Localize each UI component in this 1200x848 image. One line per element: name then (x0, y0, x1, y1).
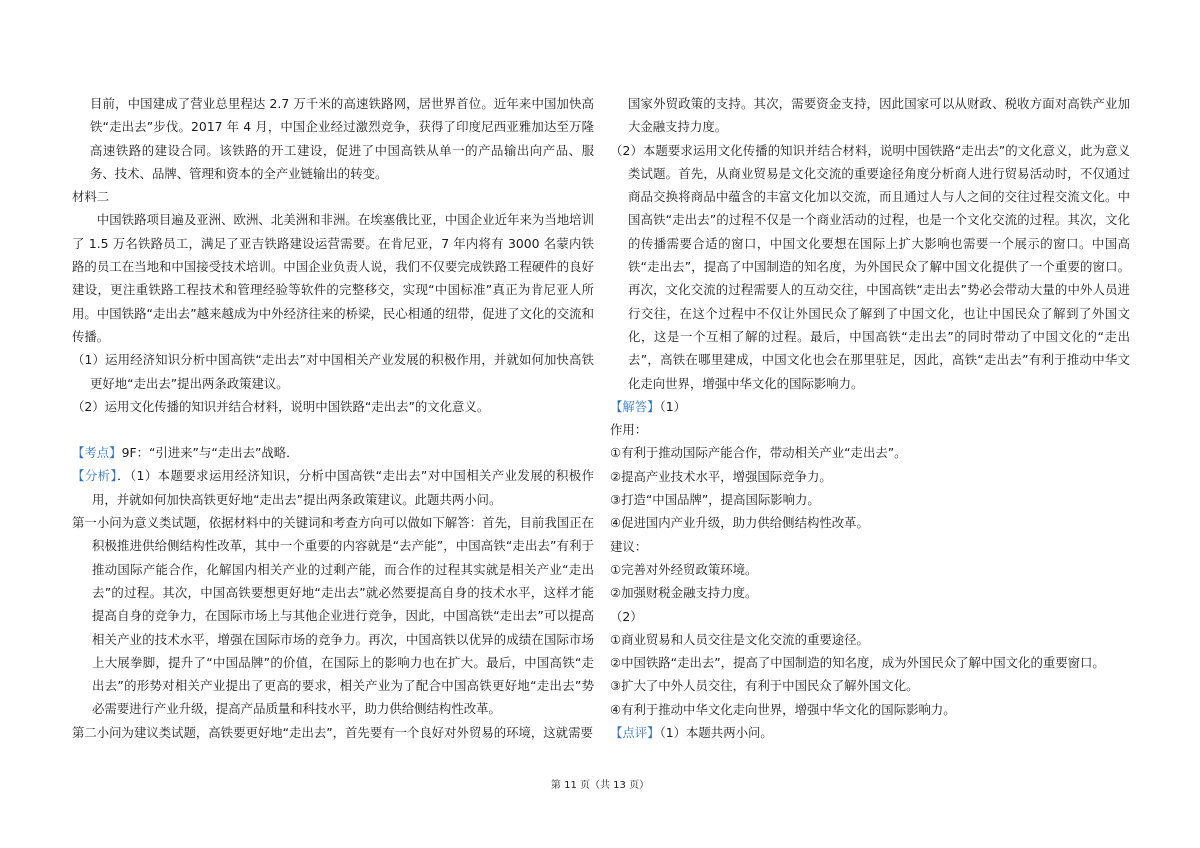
jieda-tag: 【解答】 (610, 398, 660, 414)
right-column (610, 92, 1130, 744)
fenxi-text: ．（1）本题要求运用经济知识，分析中国高铁“走出去”对中国相关产业发展的积极作用，并就如何加快高铁更好地“走出去”提出两条政策建议。此题共两小问。 (92, 468, 594, 507)
suggestion-item: ①完善对外经贸政策环境。 (610, 561, 758, 577)
fenxi-tag: 【分析】 (72, 468, 118, 484)
effect-item: ①有利于推动国际产能合作，带动相关产业“走出去”。 (610, 445, 907, 461)
effect-item: ④促进国内产业升级，助力供给侧结构性改革。 (610, 515, 869, 531)
kaodian-line (72, 441, 594, 464)
effects-label: 作用： (610, 422, 648, 438)
dianping-line (610, 721, 1130, 744)
analysis-part2-paragraph: 第二小问为建议类试题，高铁要更好地“走出去”，首先要有一个良好对外贸易的环境，这就需要 (72, 724, 593, 740)
jieda-line (610, 395, 1130, 418)
material2-text: 中国铁路项目遍及亚洲、欧洲、北美洲和非洲。在埃塞俄比亚，中国企业近年来为当地培训了 1.5 万名铁路员工，满足了亚吉铁路建设运营需要。在肯尼亚，7 年内将有 3000 名蒙内铁路的员工在当地和中国接受技术培训。中国企业负责人说，我们不仅要完成铁路工程硬件的良好建设，更注重铁路工程技术和管理经验等软件的完整移交，实现“中国标准”真正为肯尼亚人所用。中国铁路“走出去”越来越成为中外经济往来的桥梁，民心相通的纽带，促进了文化的交流和传播。 (72, 212, 594, 344)
part2-item: ③扩大了中外人员交往，有利于中国民众了解外国文化。 (610, 678, 919, 694)
kaodian-tag: 【考点】 (72, 445, 122, 461)
part2-item: ②中国铁路“走出去”，提高了中国制造的知名度，成为外国民众了解中国文化的重要窗口。 (610, 655, 1105, 671)
part2-item: ①商业贸易和人员交往是文化交流的重要途径。 (610, 631, 869, 647)
suggestions-label: 建议： (610, 538, 648, 554)
page-footer: 第 11 页（共 13 页） (550, 780, 650, 791)
kaodian-text: 9F：“引进来”与“走出去”战略． (121, 445, 299, 461)
question-2: （2）运用文化传播的知识并结合材料，说明中国铁路“走出去”的文化意义。 (72, 398, 490, 414)
dianping-tag: 【点评】 (610, 725, 660, 741)
analysis-continued-paragraph: 国家外贸政策的支持。其次，需要资金支持，因此国家可以从财政、税收方面对高铁产业加大金融支持力度。 (628, 96, 1130, 135)
jieda-text: （1） (659, 398, 687, 414)
material2-label: 材料二 (72, 189, 110, 205)
effect-item: ③打造“中国品牌”，提高国际影响力。 (610, 492, 820, 508)
suggestion-item: ②加强财税金融支持力度。 (610, 585, 758, 601)
dianping-text: （1）本题共两小问。 (659, 725, 773, 741)
effect-item: ②提高产业技术水平，增强国际竞争力。 (610, 468, 832, 484)
left-column (72, 92, 594, 744)
part2-item: ④有利于推动中华文化走向世界，增强中华文化的国际影响力。 (610, 701, 956, 717)
spacer (72, 418, 594, 441)
material1-paragraph: 目前，中国建成了营业总里程达 2.7 万千米的高速铁路网，居世界首位。近年来中国加快高铁“走出去”步伐。2017 年 4 月，中国企业经过激烈竞争，获得了印度尼西亚雅加达至万隆高速铁路的建设合同。该铁路的开工建设，促进了中国高铁从单一的产品输出向产品、服务、技术、品牌、管理和资本的全产业链输出的转变。 (90, 96, 594, 181)
question-1: （1）运用经济知识分析中国高铁“走出去”对中国相关产业发展的积极作用，并就如何加快高铁更好地“走出去”提出两条政策建议。 (72, 352, 594, 391)
fenxi-paragraph (72, 464, 594, 511)
analysis-culture-paragraph: （2）本题要求运用文化传播的知识并结合材料，说明中国铁路“走出去”的文化意义，此为意义类试题。首先，从商业贸易是文化交流的重要途径角度分析商人进行贸易活动时，不仅通过商品交换将商品中蕴含的丰富文化加以交流，而且通过人与人之间的交往过程交流文化。中国高铁“走出去”的过程不仅是一个商业活动的过程，也是一个文化交流的过程。其次，文化的传播需要合适的窗口，中国文化要想在国际上扩大影响也需要一个展示的窗口。中国高铁“走出去”，提高了中国制造的知名度，为外国民众了解中国文化提供了一个重要的窗口。再次，文化交流的过程需要人的互动交往，中国高铁“走出去”势必会带动大量的中外人员进行交往，在这个过程中不仅让外国民众了解到了中国文化，也让中国民众了解到了外国文化，这是一个互相了解的过程。最后，中国高铁“走出去”的同时带动了中国文化的“走出去”，高铁在哪里建成，中国文化也会在那里驻足，因此，高铁“走出去”有利于推动中华文化走向世界，增强中华文化的国际影响力。 (610, 142, 1130, 391)
analysis-part1-paragraph: 第一小问为意义类试题，依据材料中的关键词和考查方向可以做如下解答：首先，目前我国正在积极推进供给侧结构性改革，其中一个重要的内容就是“去产能”，中国高铁“走出去”有利于推动国际产能合作，化解国内相关产业的过剩产能，而合作的过程其实就是相关产业“走出去”的过程。其次，中国高铁要想更好地“走出去”就必然要提高自身的技术水平，这样才能提高自身的竞争力，在国际市场上与其他企业进行竞争，因此，中国高铁“走出去”可以提高相关产业的技术水平，增强在国际市场的竞争力。再次，中国高铁以优异的成绩在国际市场上大展拳脚，提升了“中国品牌”的价值，在国际上的影响力也在扩大。最后，中国高铁“走出去”的形势对相关产业提出了更高的要求，相关产业为了配合中国高铁更好地“走出去”势必需要进行产业升级，提高产品质量和科技水平，助力供给侧结构性改革。 (72, 515, 594, 717)
part2-label: （2） (610, 608, 643, 624)
material2-paragraph (72, 208, 594, 348)
